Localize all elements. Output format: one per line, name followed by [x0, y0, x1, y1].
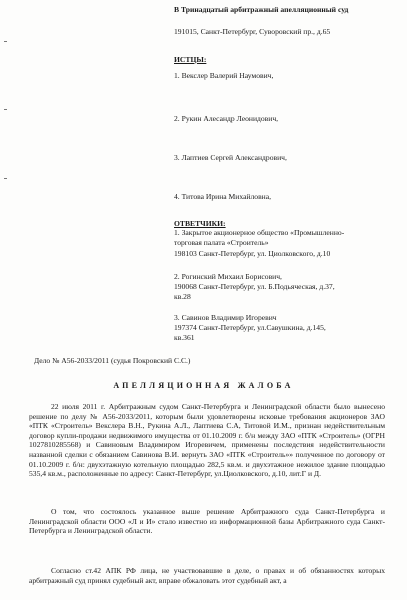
document-title: АПЕЛЛЯЦИОННАЯ ЖАЛОБА: [113, 381, 294, 390]
defendant-1-line-2: торговая палата «Строитель»: [174, 238, 269, 247]
defendant-2-line-3: кв.28: [174, 292, 191, 301]
defendant-1-line-1: 1. Закрытое акционерное общество «Промышленно-: [174, 228, 345, 237]
body-paragraph-2: О том, что состоялось указанное выше решение Арбитражного суда Санкт-Петербурга и Ленинградской области ООО «Л и И» стало известно из информационной базы Арбитражного суда Санкт-Петербурга и Ленинградской области.: [29, 507, 385, 536]
defendants-heading: ОТВЕТЧИКИ:: [174, 219, 226, 228]
defendant-3-line-2: 197374 Санкт-Петербург, ул.Савушкина, д.145,: [174, 323, 326, 332]
defendant-3-line-1: 3. Савинов Владимир Игоревич: [174, 313, 277, 322]
defendant-2-line-2: 190068 Санкт-Петербург, ул. Б.Подьяческая, д.37,: [174, 282, 335, 291]
body-paragraph-1: 22 июля 2011 г. Арбитражным судом Санкт-Петербурга и Ленинградской области было вынесено решение по делу № А56-2033/2011, которым были удовлетворены исковые требования акционеров ЗАО «ПТК «Строитель» Векслера В.Н., Рукина А.Л., Лаптиева С.А, Титовой И.М., признан недействительным договор купли-продажи недвижимого имущества от 01.10.2009 г. б/н между ЗАО «ПТК «Строитель» (ОГРН 1027810285568) и Савиновым Владимиром Игоревичем, применены последствия недействительности названной сделки с обязанием Савинова В.И. вернуть ЗАО «ПТК «Строитель»» полученное по договору от 01.10.2009 г. б/н: двухэтажную котельную площадью 282,5 кв.м. и двухэтажное нежилое здание площадью 535,4 кв.м., расположенные по адресу: Санкт-Петербург, ул.Циолковского, д.10, лит.Г и Д.: [29, 402, 385, 479]
plaintiffs-heading: ИСТЦЫ:: [174, 55, 207, 64]
court-address: 191015, Санкт-Петербург, Суворовский пр., д.65: [174, 27, 331, 36]
plaintiff-item: 1. Векслер Валерий Наумович,: [174, 71, 274, 80]
case-reference: Дело № А56-2033/2011 (судья Покровский С.С.): [34, 356, 191, 365]
plaintiff-item: 3. Лаптиев Сергей Александрович,: [174, 153, 287, 162]
defendant-3-line-3: кв.361: [174, 333, 195, 342]
defendant-2-line-1: 2. Рогинский Михаил Борисович,: [174, 272, 282, 281]
court-name: В Тринадцатый арбитражный апелляционный суд: [174, 5, 349, 14]
edge-mark: [4, 109, 7, 110]
plaintiff-item: 4. Титова Ирина Михайловна,: [174, 192, 272, 201]
edge-mark: [4, 41, 7, 42]
edge-mark: [4, 178, 7, 179]
plaintiff-item: 2. Рукин Алесандр Леонидович,: [174, 114, 279, 123]
defendant-1-line-3: 198103 Санкт-Петербург, ул. Циолковского, д.10: [174, 249, 331, 258]
body-paragraph-3: Согласно ст.42 АПК РФ лица, не участвовавшие в деле, о правах и об обязанностях которых арбитражный суд принял судебный акт, вправе обжаловать этот судебный акт, а: [29, 566, 385, 585]
